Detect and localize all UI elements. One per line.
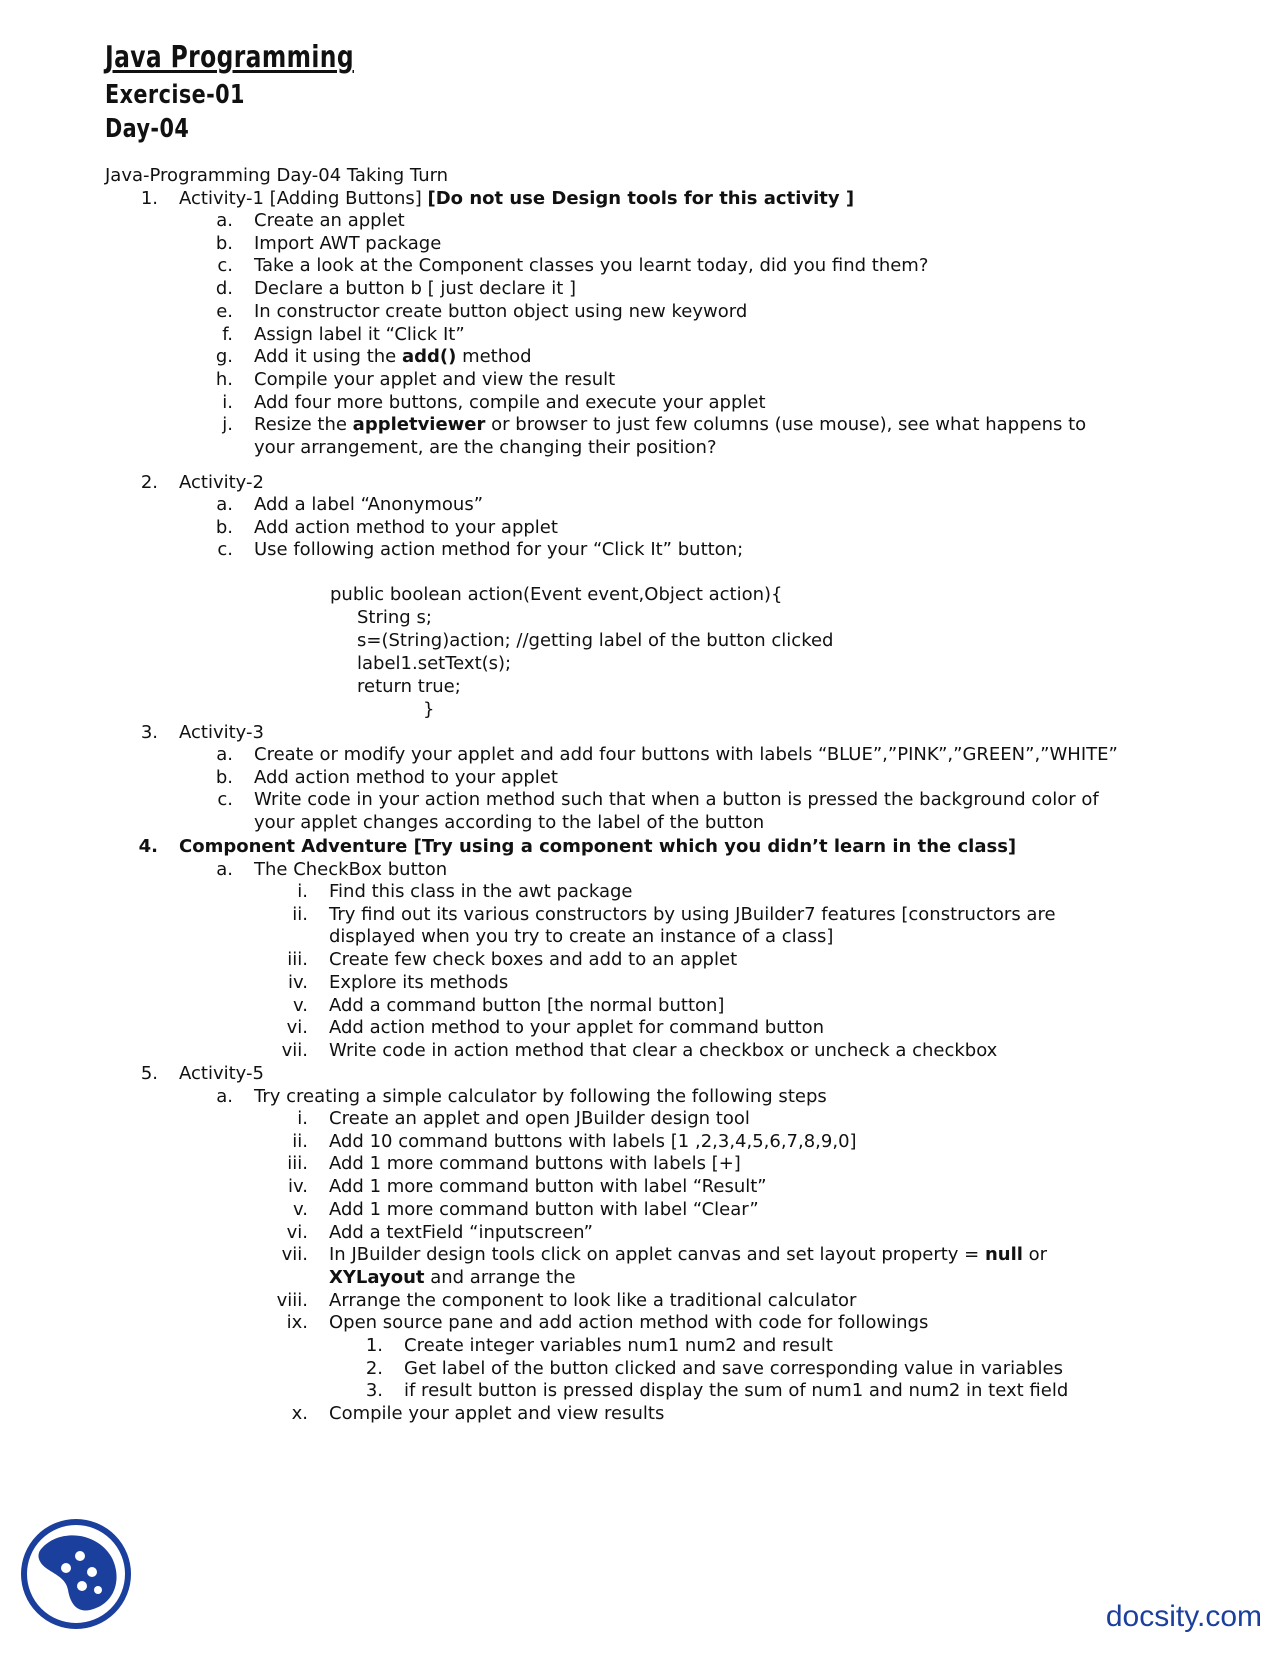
- docsity-logo-icon: [20, 1518, 132, 1630]
- activity-title: Component Adventure [Try using a component which you didn’t learn in the class]: [179, 836, 1017, 857]
- code-line: String s;: [357, 607, 432, 628]
- list-item-text-part: Arrange the component to look like a traditional calculator: [329, 1289, 857, 1311]
- list-marker: j.: [222, 414, 233, 436]
- list-item-text: [254, 767, 558, 789]
- list-item-text-part: Add 1 more command button with label “Result”: [329, 1176, 767, 1198]
- code-line: return true;: [357, 676, 461, 697]
- list-marker: b.: [215, 232, 233, 254]
- list-item-text: [329, 995, 724, 1017]
- code-line: s=(String)action; //getting label of the button clicked: [357, 630, 834, 651]
- list-item-text-part: and arrange the: [424, 1266, 576, 1288]
- list-marker: iv.: [288, 971, 308, 993]
- list-item-text: [254, 233, 441, 255]
- list-marker: vi.: [286, 1221, 308, 1243]
- list-marker: b.: [215, 766, 233, 788]
- list-item-text: Get label of the button clicked and save corresponding value in variables: [404, 1357, 1064, 1379]
- list-marker: c.: [217, 789, 233, 811]
- code-line: }: [423, 699, 435, 720]
- list-item-text: [254, 278, 576, 300]
- list-item-text: [254, 789, 1099, 811]
- list-item-text: [329, 949, 737, 971]
- list-item-text-part: Add action method to your applet for command button: [329, 1017, 825, 1039]
- activity-title: Activity-3: [179, 722, 264, 743]
- list-item-text-part: or: [1022, 1244, 1048, 1266]
- list-item-text-part: Add action method to your applet: [254, 516, 558, 538]
- list-item-continuation: [254, 437, 717, 459]
- list-item-text: [329, 1312, 928, 1334]
- list-marker: 2.: [365, 1357, 383, 1379]
- list-item-continuation: [329, 926, 833, 948]
- list-marker: 2.: [140, 472, 158, 493]
- list-item-text-part: your applet changes according to the label of the button: [254, 812, 765, 834]
- list-item-text: [254, 494, 483, 516]
- list-item-text-part: Compile your applet and view the result: [254, 368, 616, 390]
- code-line: public boolean action(Event event,Object action){: [330, 584, 783, 605]
- list-item-text: [329, 1153, 741, 1175]
- list-item-text-part: Open source pane and add action method with code for followings: [329, 1312, 929, 1334]
- list-marker: 5.: [140, 1063, 158, 1084]
- list-item-text: [329, 881, 633, 903]
- list-item-text-part: Import AWT package: [254, 232, 442, 254]
- activity-title-text: Activity-1 [Adding Buttons]: [179, 188, 428, 209]
- list-marker: b.: [215, 516, 233, 538]
- list-item-text: if result button is pressed display the sum of num1 and num2 in text field: [404, 1380, 1069, 1402]
- list-item-text-part: Assign label it “Click It”: [254, 323, 465, 345]
- list-marker: 3.: [365, 1380, 383, 1402]
- list-marker: iv.: [288, 1176, 308, 1198]
- list-item-text: [254, 392, 766, 414]
- list-marker: f.: [222, 323, 233, 345]
- list-marker: i.: [222, 391, 233, 413]
- list-item-text: [329, 1040, 997, 1062]
- list-item-text-part: Create an applet and open JBuilder design tool: [329, 1108, 750, 1129]
- list-item-text: [254, 414, 1086, 436]
- list-item-text-part: Add four more buttons, compile and execute your applet: [254, 391, 766, 413]
- list-marker: a.: [216, 744, 233, 765]
- activity-title: Activity-5: [179, 1063, 264, 1084]
- list-item-text: Create integer variables num1 num2 and result: [404, 1335, 833, 1356]
- list-item-emphasis: null: [984, 1244, 1023, 1266]
- list-marker: i.: [297, 881, 308, 902]
- intro-line: Java-Programming Day-04 Taking Turn: [105, 165, 449, 186]
- list-marker: ix.: [286, 1312, 308, 1334]
- list-item-emphasis: add(): [401, 346, 457, 368]
- list-item-text: The CheckBox button: [254, 859, 448, 880]
- list-marker: iii.: [287, 949, 308, 971]
- list-marker: g.: [215, 346, 233, 368]
- list-marker: 4.: [138, 836, 158, 857]
- list-item-text-part: In constructor create button object using new keyword: [254, 300, 748, 322]
- list-item-text-part: Add a command button [the normal button]: [329, 994, 725, 1016]
- list-item-text-part: your arrangement, are the changing their position?: [254, 437, 717, 458]
- list-item-text-part: Add it using the: [254, 346, 402, 368]
- list-item-text-part: In JBuilder design tools click on applet canvas and set layout property =: [329, 1244, 985, 1266]
- list-marker: 3.: [140, 722, 158, 743]
- list-marker: i.: [297, 1108, 308, 1129]
- list-marker: c.: [217, 255, 233, 277]
- list-item-text: [329, 904, 1056, 926]
- list-item-text-part: or browser to just few columns (use mouse), see what happens to: [485, 414, 1087, 436]
- list-marker: c.: [217, 539, 233, 561]
- list-item-text-part: Add a textField “inputscreen”: [329, 1221, 593, 1243]
- list-item-emphasis: XYLayout: [329, 1266, 425, 1288]
- list-item-text-part: Take a look at the Component classes you learnt today, did you find them?: [254, 255, 929, 277]
- list-item-text: Try creating a simple calculator by following the following steps: [254, 1086, 827, 1107]
- list-item-continuation: [254, 812, 764, 834]
- list-marker: ii.: [292, 903, 308, 925]
- list-item-text-part: Add 1 more command button with label “Clear”: [329, 1198, 759, 1220]
- list-item-text-part: Find this class in the awt package: [329, 881, 633, 902]
- document-title: Java Programming: [105, 40, 354, 75]
- list-marker: 1.: [140, 188, 158, 209]
- list-item-text-part: Create or modify your applet and add four buttons with labels “BLUE”,”PINK”,”GREEN”,”WHITE”: [254, 744, 1118, 765]
- list-item-text: [254, 255, 928, 277]
- list-item-text-part: Write code in your action method such that when a button is pressed the background color of: [254, 789, 1099, 811]
- list-item-text: [329, 1199, 759, 1221]
- list-item-text: [254, 346, 532, 368]
- list-marker: vii.: [281, 1039, 308, 1061]
- list-item-text: Compile your applet and view results: [329, 1403, 665, 1425]
- exercise-heading: Exercise-01: [105, 80, 245, 110]
- list-item-text: [254, 324, 465, 346]
- list-item-text: [254, 517, 558, 539]
- list-marker: vi.: [286, 1017, 308, 1039]
- list-item-text: [329, 1176, 767, 1198]
- list-item-text-part: Explore its methods: [329, 971, 509, 993]
- list-item-text: [329, 1108, 750, 1130]
- list-item-text: [254, 301, 747, 323]
- list-item-text-part: Add action method to your applet: [254, 766, 558, 788]
- list-item-text: [254, 744, 1118, 766]
- list-item-text-part: Add a label “Anonymous”: [254, 494, 484, 515]
- list-item-text: [329, 1131, 857, 1153]
- list-item-text: [329, 972, 508, 994]
- list-item-text: [329, 1290, 856, 1312]
- list-marker: ii.: [292, 1130, 308, 1152]
- list-item-text-part: method: [456, 346, 532, 368]
- activity-title: [179, 188, 854, 210]
- list-item-emphasis: appletviewer: [352, 414, 486, 436]
- list-marker: a.: [216, 494, 233, 515]
- list-marker: d.: [215, 278, 233, 300]
- list-item-text-part: Add 1 more command buttons with labels [+]: [329, 1153, 741, 1175]
- list-item-text: [254, 210, 405, 232]
- list-marker: vii.: [281, 1244, 308, 1266]
- list-item-text: [329, 1244, 1047, 1266]
- list-marker: a.: [216, 1086, 233, 1107]
- list-marker: 1.: [365, 1335, 383, 1356]
- list-marker: iii.: [287, 1153, 308, 1175]
- list-item-text: [254, 539, 743, 561]
- list-item-text: [329, 1017, 824, 1039]
- list-item-text: [329, 1222, 593, 1244]
- list-marker: e.: [216, 300, 233, 322]
- list-item-text-part: Resize the: [254, 414, 353, 436]
- list-marker: v.: [293, 1198, 308, 1220]
- list-marker: x.: [291, 1403, 308, 1425]
- activity-title: Activity-2: [179, 472, 264, 493]
- list-marker: h.: [215, 368, 233, 390]
- list-marker: v.: [293, 994, 308, 1016]
- list-item-continuation: [329, 1267, 576, 1289]
- list-item-text-part: Use following action method for your “Click It” button;: [254, 539, 744, 561]
- list-item-text-part: Try find out its various constructors by using JBuilder7 features [constructors are: [329, 903, 1056, 925]
- docsity-brand-link[interactable]: docsity.com: [1105, 1600, 1262, 1633]
- list-item-text: [254, 369, 615, 391]
- list-marker: a.: [216, 859, 233, 880]
- list-item-text-part: Declare a button b [ just declare it ]: [254, 278, 576, 300]
- activity-title-emphasis: [Do not use Design tools for this activity ]: [427, 188, 855, 209]
- list-marker: viii.: [276, 1289, 308, 1311]
- list-item-text-part: displayed when you try to create an instance of a class]: [329, 926, 834, 948]
- list-item-text-part: Write code in action method that clear a checkbox or uncheck a checkbox: [329, 1039, 998, 1061]
- list-item-text-part: Create an applet: [254, 210, 405, 231]
- list-item-text-part: Add 10 command buttons with labels [1 ,2,3,4,5,6,7,8,9,0]: [329, 1130, 857, 1152]
- list-item-text-part: Create few check boxes and add to an applet: [329, 949, 738, 971]
- list-marker: a.: [216, 210, 233, 231]
- day-heading: Day-04: [105, 114, 190, 144]
- code-line: label1.setText(s);: [357, 653, 512, 674]
